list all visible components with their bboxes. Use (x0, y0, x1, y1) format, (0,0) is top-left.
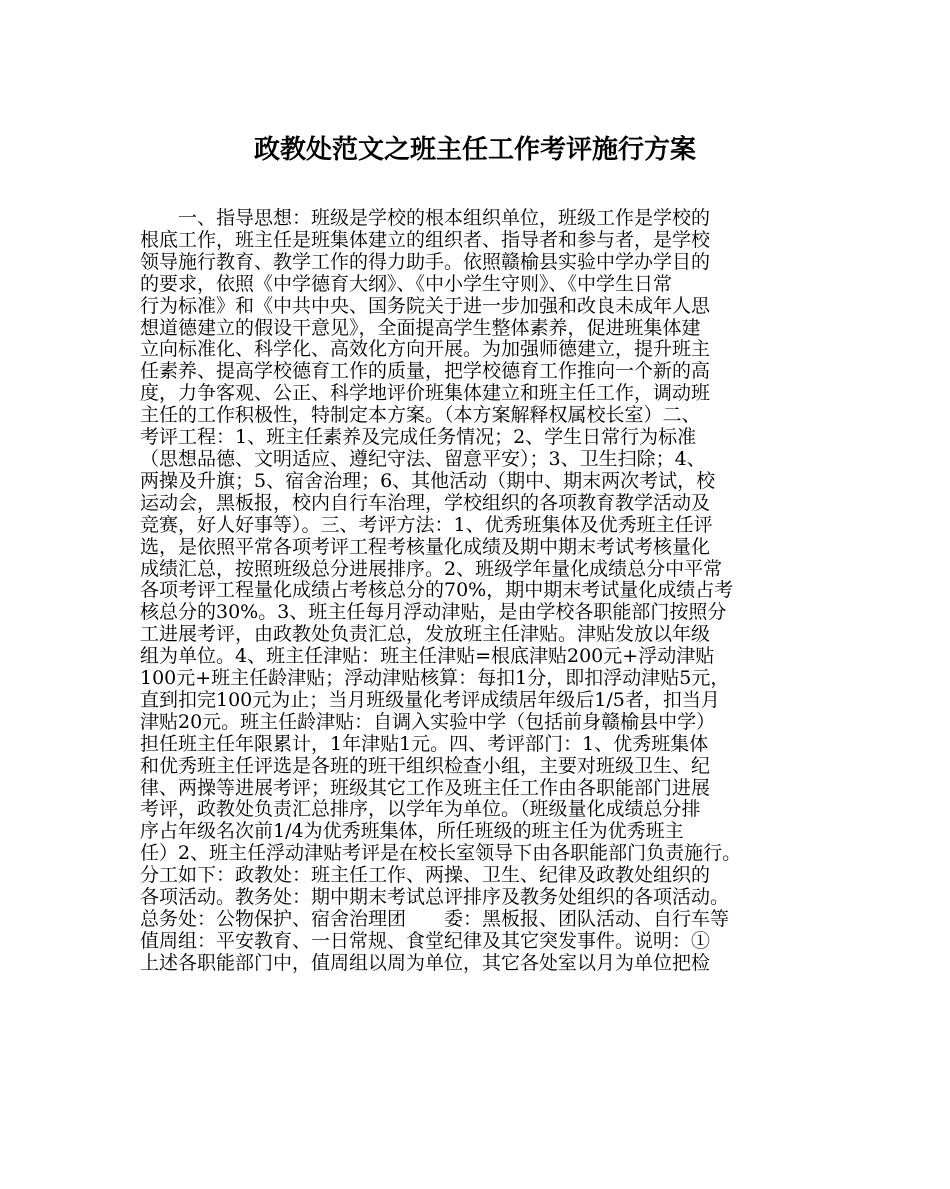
paragraph-line: 核总分的30%。3、班主任每月浮动津贴，是由学校各职能部门按照分 (140, 601, 727, 624)
paragraph-line: 100元+班主任龄津贴；浮动津贴核算：每扣1分，即扣浮动津贴5元， (140, 667, 730, 690)
document-title: 政教处范文之班主任工作考评施行方案 (253, 135, 696, 165)
paragraph-line: 的要求，依照《中学德育大纲》、《中小学生守则》、《中学生日常 (140, 272, 673, 295)
paragraph-line: 竞赛，好人好事等）。三、考评方法：1、优秀班集体及优秀班主任评 (140, 513, 713, 536)
paragraph-line: 担任班主任年限累计，1年津贴1元。四、考评部门：1、优秀班集体 (140, 732, 709, 755)
paragraph-line: 序占年级名次前1/4为优秀班集体，所任班级的班主任为优秀班主 (140, 820, 684, 843)
paragraph-line: 选，是依照平常各项考评工程考核量化成绩及期中期末考试考核量化 (140, 535, 711, 558)
paragraph-line: 运动会，黑板报，校内自行车治理，学校组织的各项教育教学活动及 (140, 491, 711, 514)
paragraph-line: 立向标准化、科学化、高效化方向开展。为加强师德建立，提升班主 (140, 338, 711, 361)
document-body (140, 208, 830, 975)
paragraph-line: 分工如下：政教处：班主任工作、两操、卫生、纪律及政教处组织的 (140, 864, 711, 887)
paragraph-line: 两操及升旗；5、宿舍治理；6、其他活动（期中、期末两次考试，校 (140, 469, 716, 492)
paragraph-line: 行为标准》和《中共中央、国务院关于进一步加强和改良未成年人思 (140, 294, 711, 317)
paragraph-line: 度，力争客观、公正、科学地评价班集体建立和班主任工作，调动班 (140, 382, 711, 405)
paragraph-line: 一、指导思想：班级是学校的根本组织单位，班级工作是学校的 (140, 207, 711, 229)
paragraph-line: 津贴20元。班主任龄津贴：自调入实验中学（包括前身赣榆县中学） (140, 710, 716, 733)
paragraph-line: 主任的工作积极性，特制定本方案。（本方案解释权属校长室）二、 (140, 404, 701, 427)
paragraph-line: 和优秀班主任评选是各班的班干组织检查小组，主要对班级卫生、纪 (140, 754, 711, 777)
paragraph-line: 根底工作，班主任是班集体建立的组织者、指导者和参与者，是学校 (140, 228, 711, 251)
paragraph-line: 领导施行教育、教学工作的得力助手。依照赣榆县实验中学办学目的 (140, 250, 711, 273)
paragraph-line: 组为单位。4、班主任津贴：班主任津贴=根底津贴200元+浮动津贴 (140, 645, 715, 668)
paragraph-line: 上述各职能部门中，值周组以周为单位，其它各处室以月为单位把检 (140, 951, 711, 974)
paragraph-line: 总务处：公物保护、宿舍治理团 委：黑板报、团队活动、自行车等 (140, 908, 730, 930)
paragraph-line: 律、两操等进展考评；班级其它工作及班主任工作由各职能部门进展 (140, 776, 711, 799)
paragraph-line: 值周组：平安教育、一日常规、食堂纪律及其它突发事件。说明：① (140, 929, 711, 952)
paragraph-line: 想道德建立的假设干意见》，全面提高学生整体素养，促进班集体建 (140, 316, 701, 339)
paragraph-line: 考评工程：1、班主任素养及完成任务情况；2、学生日常行为标准 (140, 426, 697, 449)
paragraph-line: （思想品德、文明适应、遵纪守法、留意平安）；3、卫生扫除；4、 (140, 447, 706, 470)
paragraph-line: 任素养、提高学校德育工作的质量，把学校德育工作推向一个新的高 (140, 360, 711, 383)
paragraph-line: 工进展考评，由政教处负责汇总，发放班主任津贴。津贴发放以年级 (140, 623, 711, 646)
paragraph-line: 考评，政教处负责汇总排序，以学年为单位。（班级量化成绩总分排 (140, 798, 701, 821)
paragraph-line: 各项考评工程量化成绩占考核总分的70%，期中期末考试量化成绩占考 (140, 579, 734, 602)
paragraph-line: 任）2、班主任浮动津贴考评是在校长室领导下由各职能部门负责施行。 (140, 842, 742, 865)
paragraph-line: 各项活动。教务处：期中期末考试总评排序及教务处组织的各项活动。 (140, 886, 730, 909)
paragraph-line: 直到扣完100元为止；当月班级量化考评成绩居年级后1/5者，扣当月 (140, 688, 720, 711)
paragraph-line: 成绩汇总，按照班级总分进展排序。2、班级学年量化成绩总分中平常 (140, 557, 723, 580)
